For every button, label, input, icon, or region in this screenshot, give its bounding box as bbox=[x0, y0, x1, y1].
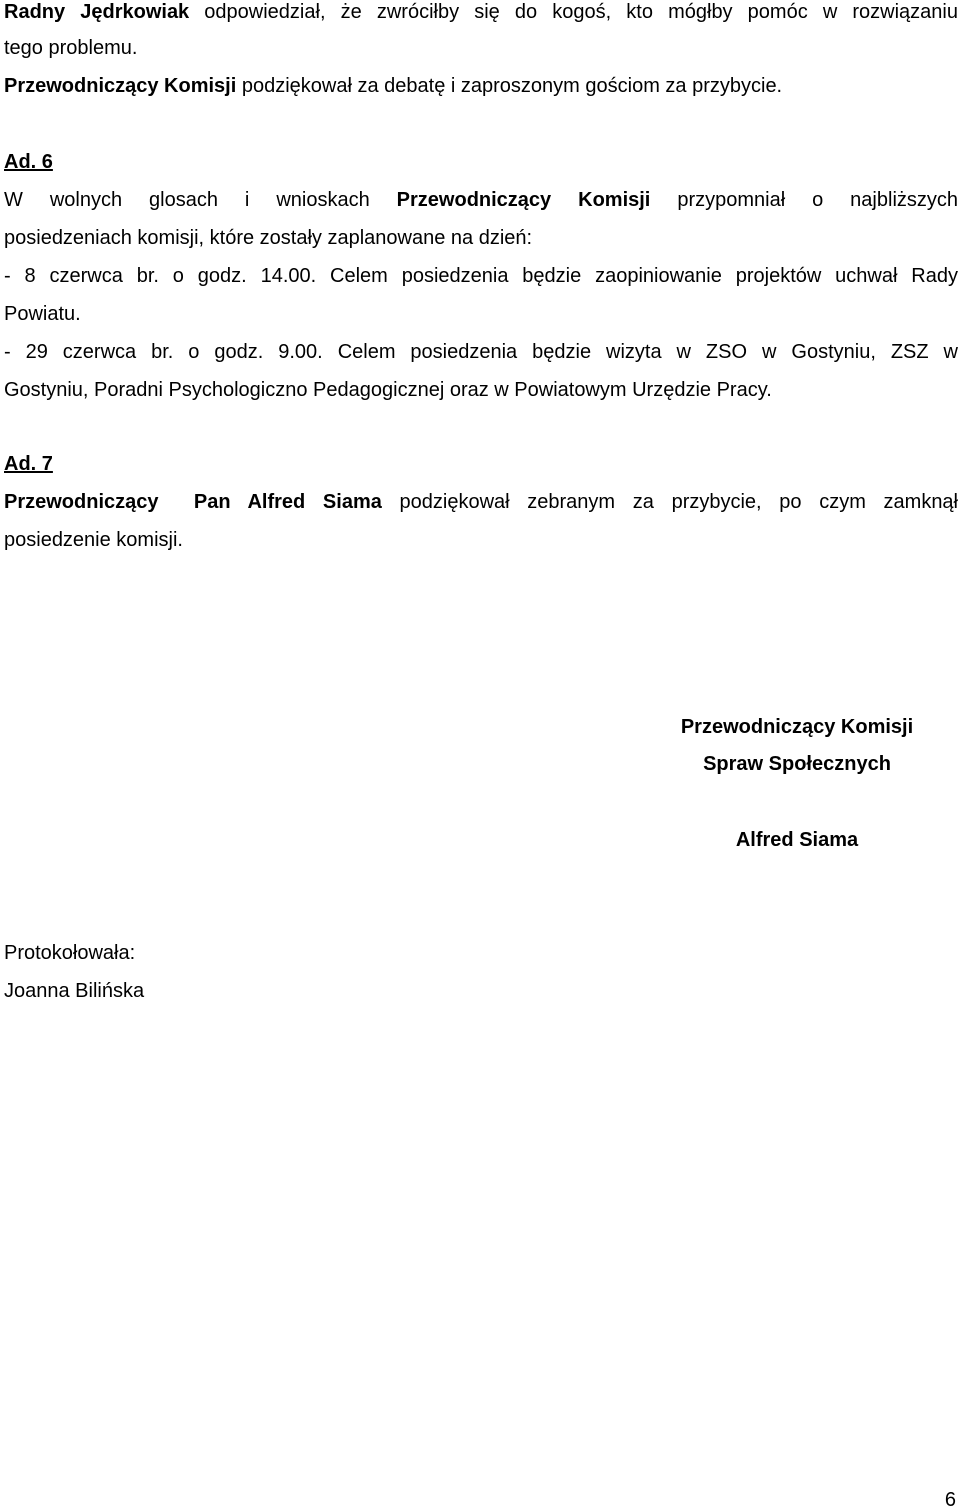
section-heading-ad7 bbox=[4, 452, 958, 476]
paragraph-text: odpowiedział, że zwróciłby się do kogoś, kto mógłby pomóc w rozwiązaniu bbox=[189, 1, 958, 23]
paragraph-line bbox=[4, 74, 958, 98]
paragraph-text: podziękował zebranym za przybycie, po czym zamknął bbox=[381, 491, 959, 513]
speaker-name: Przewodniczący Pan Alfred Siama bbox=[4, 491, 382, 513]
minutes-author: Joanna Bilińska bbox=[4, 980, 145, 1002]
paragraph-line: tego problemu. bbox=[4, 37, 138, 59]
signature-title-line-2: Spraw Społecznych bbox=[703, 753, 891, 775]
page-number: 6 bbox=[944, 1489, 956, 1511]
signature-name: Alfred Siama bbox=[735, 829, 859, 851]
list-item-line: Powiatu. bbox=[4, 303, 81, 325]
minutes-label: Protokołowała: bbox=[4, 942, 136, 964]
paragraph-text: podziękował za debatę i zaproszonym gościom za przybycie. bbox=[236, 75, 783, 97]
list-item-line: - 29 czerwca br. o godz. 9.00. Celem posiedzenia będzie wizyta w ZSO w Gostyniu, ZSZ w bbox=[4, 341, 958, 363]
section-heading-text: Ad. 6 bbox=[4, 151, 53, 173]
speaker-name: Przewodniczący Komisji bbox=[4, 75, 237, 97]
speaker-name: Radny Jędrkowiak bbox=[4, 1, 190, 23]
signature-title-line-1: Przewodniczący Komisji bbox=[680, 716, 914, 738]
paragraph-text: przypomniał o najbliższych bbox=[650, 189, 959, 211]
paragraph-line bbox=[4, 188, 958, 212]
paragraph-text: W wolnych glosach i wnioskach bbox=[4, 189, 397, 211]
list-item-line: Gostyniu, Poradni Psychologiczno Pedagogicznej oraz w Powiatowym Urzędzie Pracy. bbox=[4, 379, 772, 401]
list-item-line: - 8 czerwca br. o godz. 14.00. Celem posiedzenia będzie zaopiniowanie projektów uchwał Rady bbox=[4, 265, 958, 287]
paragraph-line: posiedzeniach komisji, które zostały zaplanowane na dzień: bbox=[4, 227, 533, 249]
paragraph-line bbox=[4, 0, 958, 24]
section-heading-text: Ad. 7 bbox=[4, 453, 53, 475]
paragraph-line: posiedzenie komisji. bbox=[4, 529, 183, 551]
paragraph-line bbox=[4, 490, 958, 514]
speaker-name: Przewodniczący Komisji bbox=[396, 189, 651, 211]
section-heading-ad6 bbox=[4, 150, 958, 174]
